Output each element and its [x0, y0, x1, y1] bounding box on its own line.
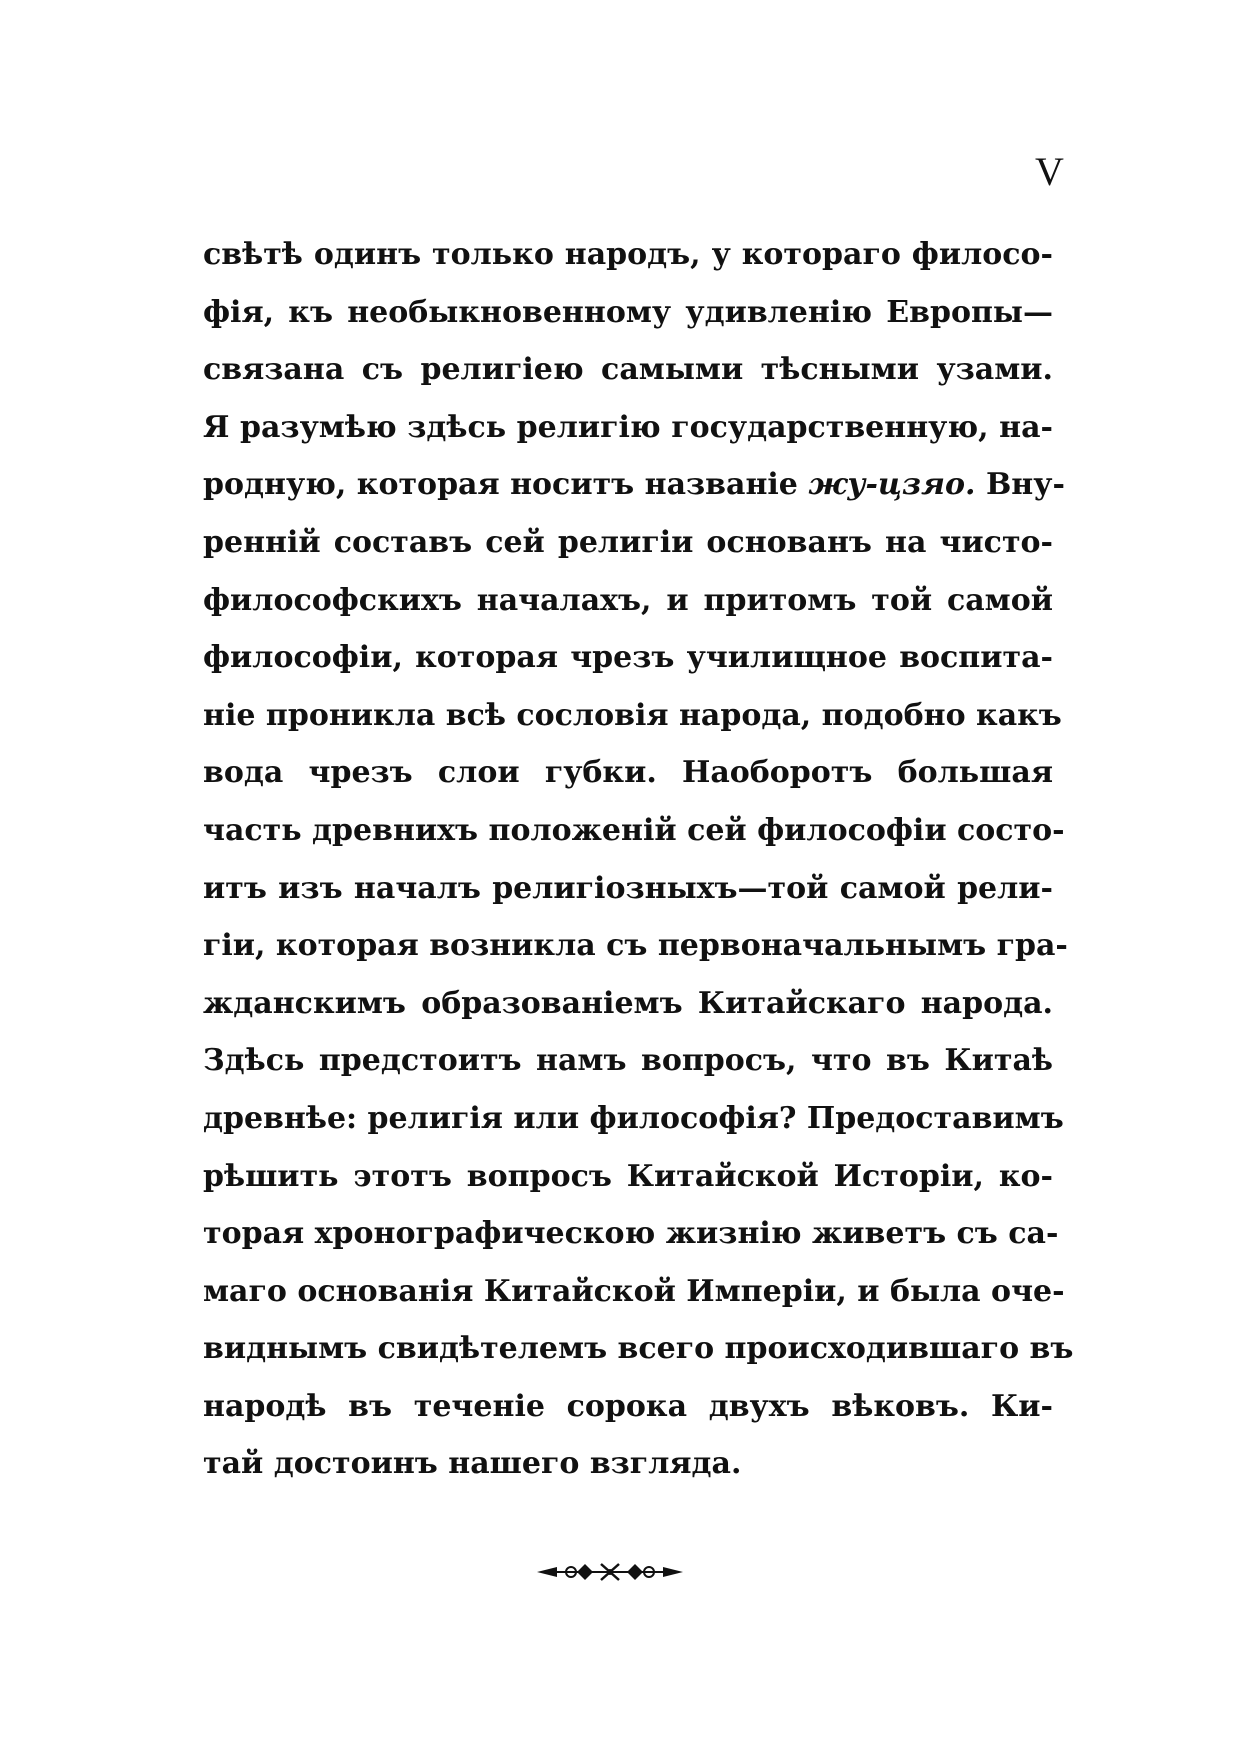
text-line: фія, къ необыкновенному удивленію Европы— — [203, 294, 1053, 330]
text-line: Здѣсь предстоитъ намъ вопросъ, что въ Китаѣ — [203, 1043, 1053, 1079]
text-line: жданскимъ образованіемъ Китайскаго народа. — [203, 985, 1053, 1021]
text-line: торая хронографическою жизнію живетъ съ са- — [203, 1216, 1059, 1252]
text-line: ренній составъ сей религіи основанъ на чисто- — [203, 524, 1053, 560]
text-line: итъ изъ началъ религіозныхъ—той самой рели- — [203, 870, 1053, 906]
text-line: виднымъ свидѣтелемъ всего происходившаго въ — [203, 1331, 1074, 1367]
text-line — [203, 456, 1065, 514]
text-segment: Вну- — [985, 467, 1065, 503]
text-line: часть древнихъ положеній сей философіи состо- — [203, 812, 1065, 848]
text-line: философіи, которая чрезъ училищное воспита- — [203, 640, 1053, 676]
text-line: ніе проникла всѣ сословія народа, подобно какъ — [203, 697, 1062, 733]
text-line: гіи, которая возникла съ первоначальнымъ гра- — [203, 928, 1068, 964]
text-line: связана съ религіею самыми тѣсными узами. — [203, 352, 1053, 388]
text-line: народѣ въ теченіе сорока двухъ вѣковъ. Ки- — [203, 1388, 1053, 1424]
page-number: V — [1035, 149, 1064, 194]
text-line: маго основанія Китайской Имперіи, и была оче- — [203, 1273, 1065, 1309]
text-line: рѣшить этотъ вопросъ Китайской Исторіи, ко- — [203, 1158, 1053, 1194]
text-line: тай достоинъ нашего взгляда. — [203, 1446, 742, 1482]
text-line: вода чрезъ слои губки. Наоборотъ большая — [203, 755, 1053, 791]
text-segment: родную, которая носитъ названіе — [203, 467, 798, 503]
italic-term: жу-цзяо. — [808, 467, 976, 503]
text-line: Я разумѣю здѣсь религію государственную, на- — [203, 409, 1053, 445]
text-line: философскихъ началахъ, и притомъ той самой — [203, 582, 1053, 618]
text-line: свѣтѣ одинъ только народъ, у котораго филосо- — [203, 237, 1053, 272]
printer-ornament-icon — [535, 1560, 685, 1584]
body-text — [203, 226, 1074, 1493]
text-line: древнѣе: религія или философія? Предоставимъ — [203, 1100, 1064, 1136]
